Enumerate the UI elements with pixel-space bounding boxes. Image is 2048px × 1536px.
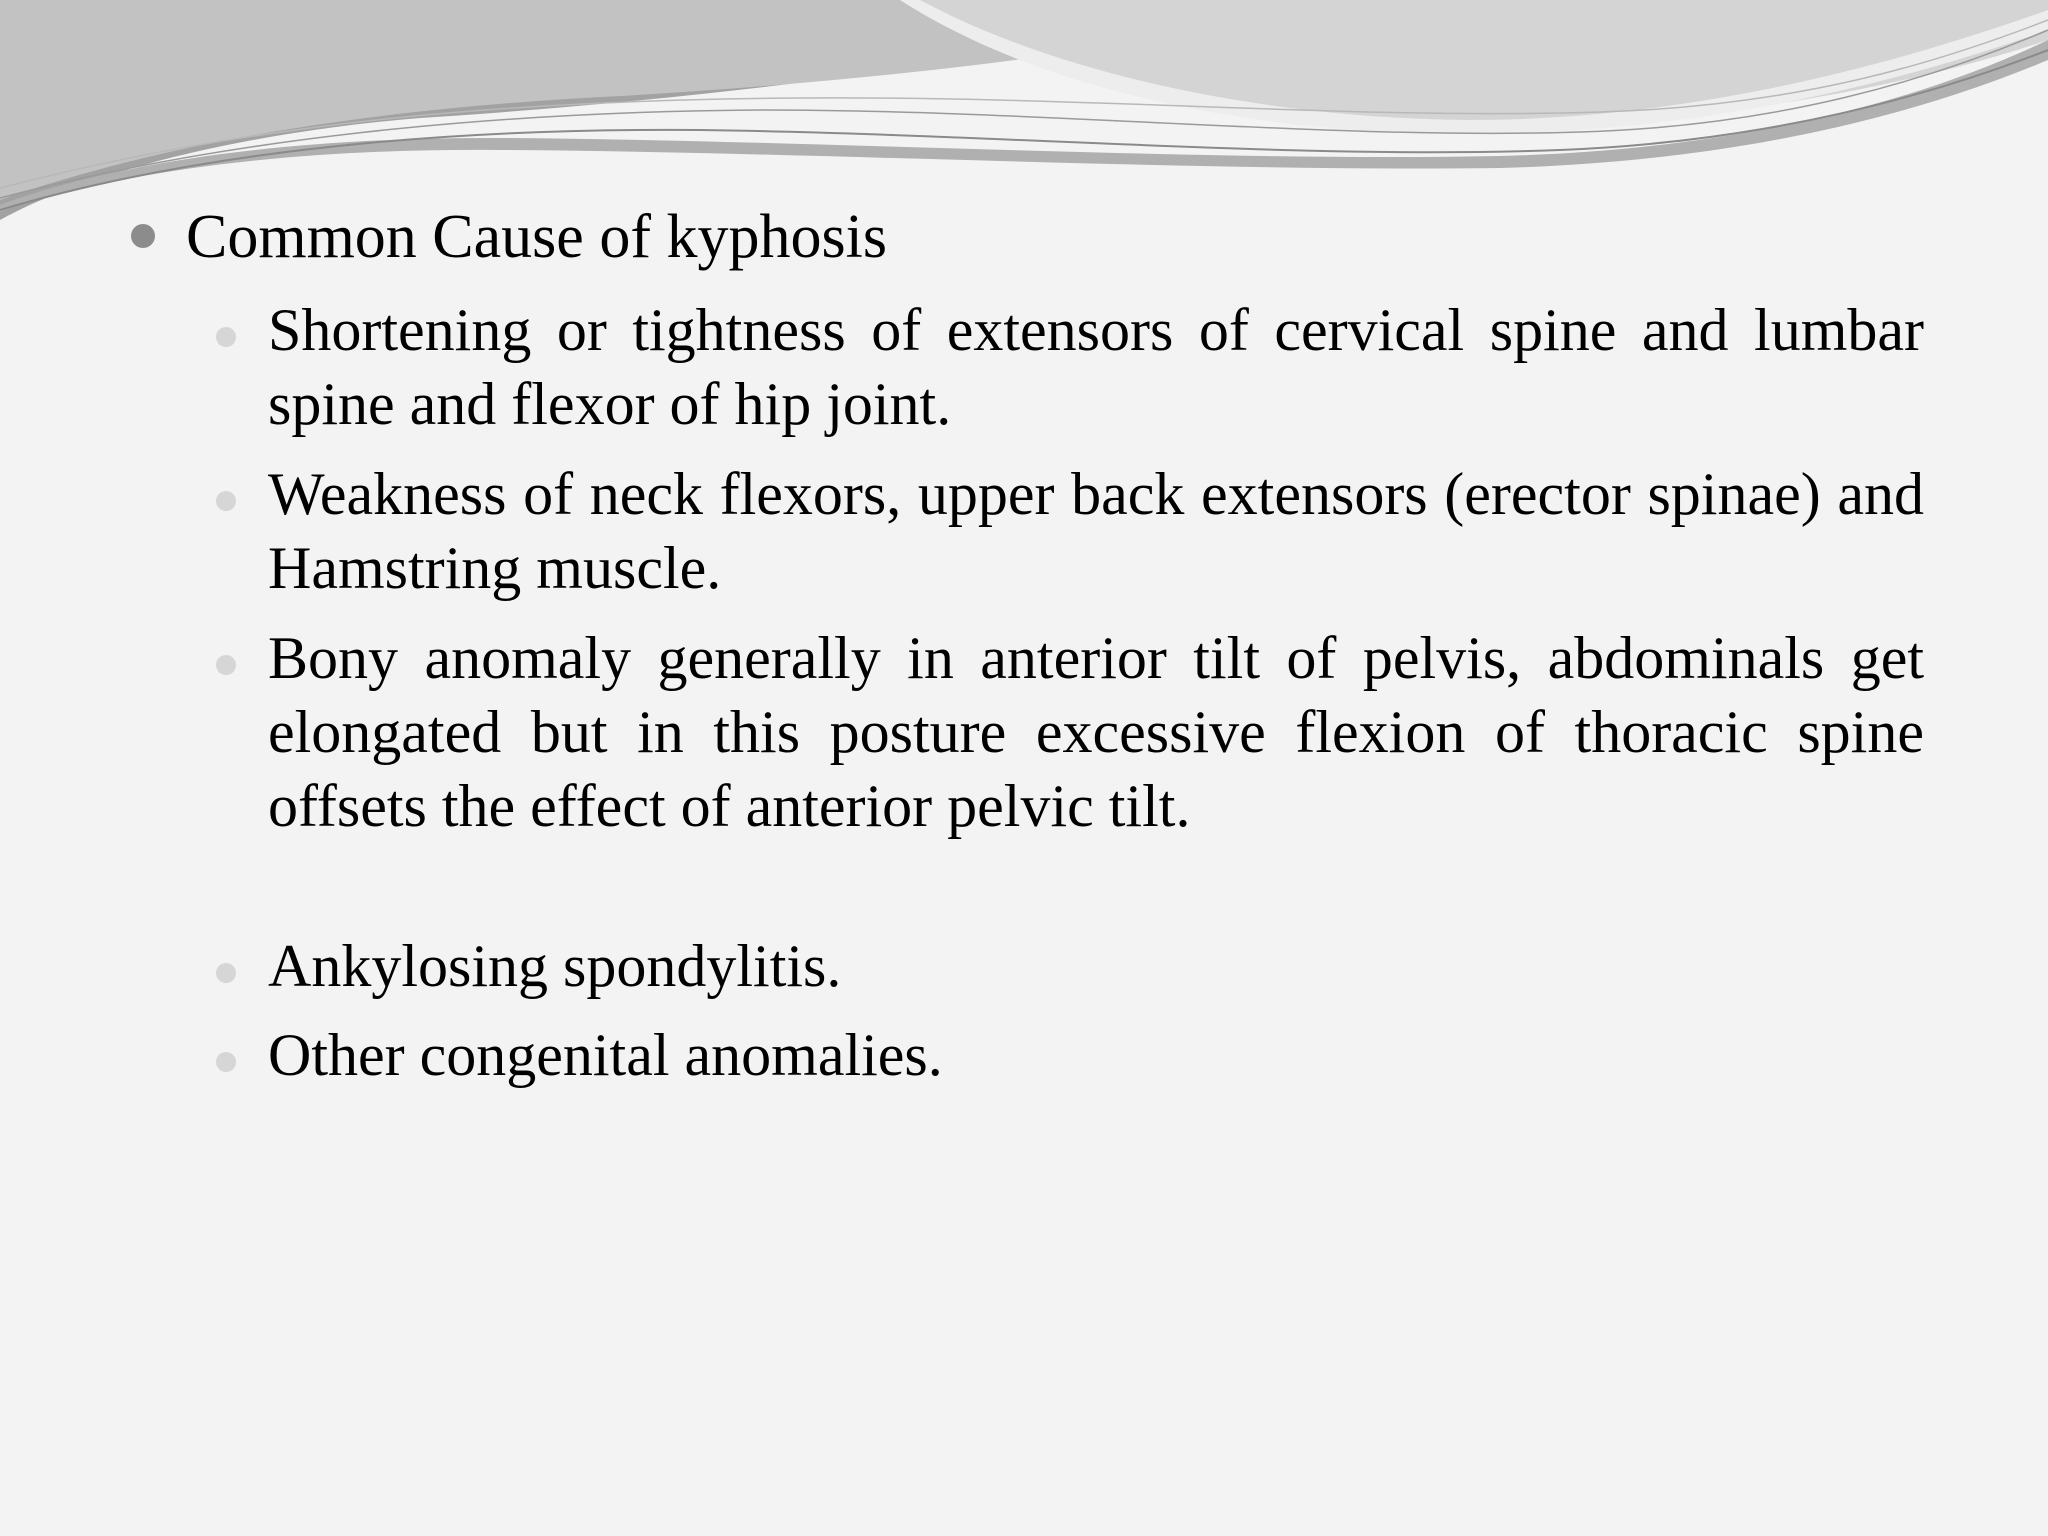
list-item: Shortening or tightness of extensors of cervical spine and lumbar spine and flexor of hip joint. (268, 297, 1924, 437)
list-bullet (216, 655, 236, 675)
list-bullet (216, 327, 236, 347)
slide-heading: Common Cause of kyphosis (186, 203, 887, 271)
list-bullet (216, 491, 236, 511)
list-bullet (216, 963, 236, 983)
list-item: Other congenital anomalies. (268, 1022, 943, 1088)
list-item: Bony anomaly generally in anterior tilt of pelvis, abdominals get elongated but in this posture excessive flexion of thoracic spine offsets the effect of anterior pelvic tilt. (268, 625, 1924, 839)
heading-bullet (131, 224, 155, 248)
list-item: Weakness of neck flexors, upper back extensors (erector spinae) and Hamstring muscle. (268, 461, 1924, 601)
list-bullet (216, 1052, 236, 1072)
list-item: Ankylosing spondylitis. (268, 933, 842, 999)
